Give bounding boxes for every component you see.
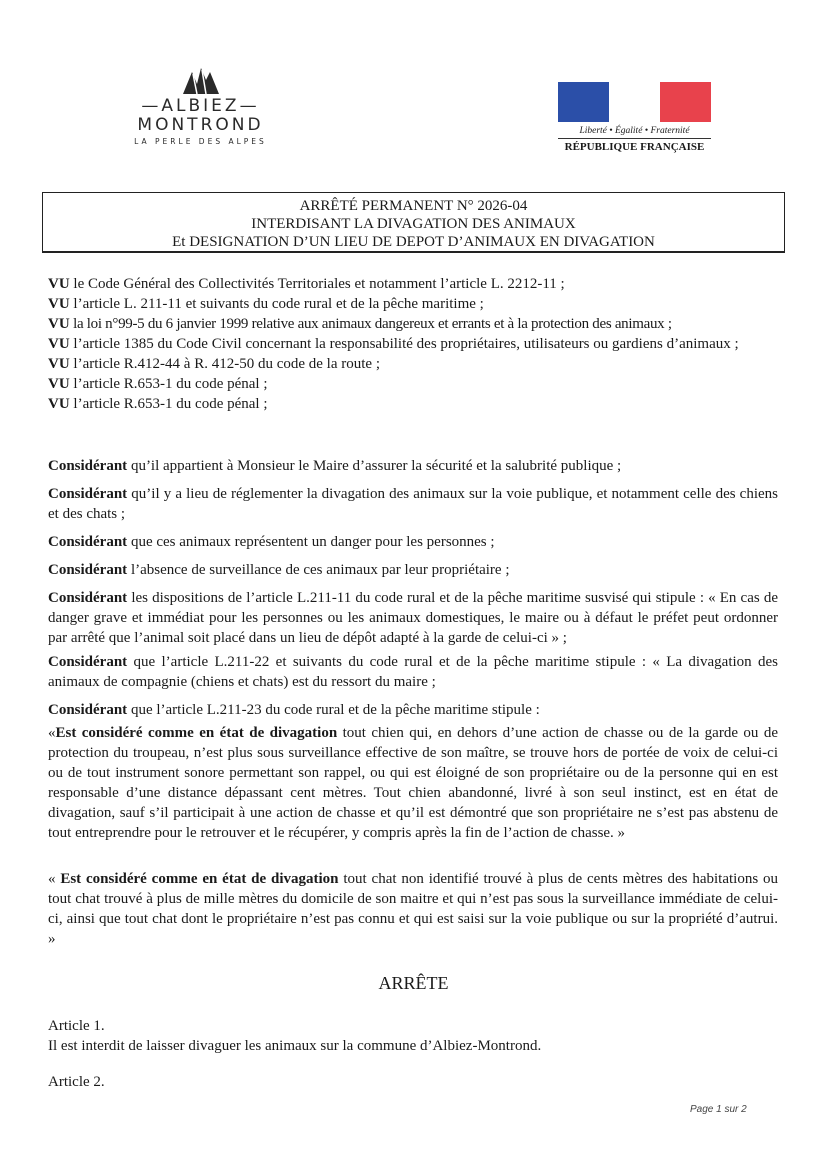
logo-line2: MONTROND xyxy=(137,115,264,135)
arrete-heading: ARRÊTE xyxy=(378,973,449,993)
quote-text: tout chien qui, en dehors d’une action de chasse ou de la garde ou de protection du troupeau, n’est plus sous surveillance effective de son maître, se trouve hors de portée de voix de celui-ci ou de tout instrument sonore permettant son rappel, ou qui est éloigné de son propriétaire ou de la personne qui en est responsable d’une distance dépassant cent mètres. Tout chien abandonné, livré à son seul instinct, est en état de divagation, sauf s’il participait à une action de chasse et qu’il est démontré que son propriétaire ne s’est pas abstenu de tout entreprendre pour le retrouver et le récupérer, y compris après la fin de l’action de chasse. » xyxy=(48,725,778,841)
vu-text: le Code Général des Collectivités Territoriales et notamment l’article L. 2212-11 ; xyxy=(69,276,565,292)
document-title xyxy=(42,192,785,253)
vu-keyword: VU xyxy=(48,356,70,372)
article-heading: Article 2. xyxy=(48,1074,105,1090)
considerant-text: qu’il appartient à Monsieur le Maire d’assurer la sécurité et la salubrité publique ; xyxy=(127,458,622,474)
article-text: Il est interdit de laisser divaguer les animaux sur la commune d’Albiez-Montrond. xyxy=(48,1038,542,1054)
considerant-text: que l’article L.211-22 et suivants du code rural et de la pêche maritime stipule : « La divagation des animaux de compagnie (chiens et chats) est du ressort du maire ; xyxy=(48,654,778,690)
quote-chien xyxy=(48,723,778,843)
vu-text: l’article R.653-1 du code pénal ; xyxy=(69,376,268,392)
considerant-text: que ces animaux représentent un danger pour les personnes ; xyxy=(127,534,495,550)
vu-text: l’article 1385 du Code Civil concernant la responsabilité des propriétaires, utilisateurs ou gardiens d’animaux ; xyxy=(69,336,739,352)
vu-keyword: VU xyxy=(48,336,70,352)
republic-motto: Liberté • Égalité • Fraternité xyxy=(558,126,711,139)
quote-bold: Est considéré comme en état de divagation xyxy=(60,871,339,887)
vu-list xyxy=(48,274,778,414)
vu-item xyxy=(48,354,778,374)
considerant-keyword: Considérant xyxy=(48,702,128,718)
vu-item xyxy=(48,334,778,354)
vu-keyword: VU xyxy=(48,396,70,412)
considerant-paragraph xyxy=(48,560,778,580)
mountain-icon xyxy=(181,68,221,94)
albiez-montrond-logo xyxy=(118,68,283,146)
vu-item xyxy=(48,274,778,294)
logo-line1: —ALBIEZ— xyxy=(141,96,260,116)
vu-text: la loi n°99-5 du 6 janvier 1999 relative aux animaux dangereux et errants et à la protection des animaux ; xyxy=(69,316,672,332)
article-2 xyxy=(48,1072,778,1092)
quote-open: « xyxy=(48,871,61,887)
title-line3: Et DESIGNATION D’UN LIEU DE DEPOT D’ANIMAUX EN DIVAGATION xyxy=(172,234,655,250)
considerant-keyword: Considérant xyxy=(48,562,128,578)
vu-keyword: VU xyxy=(48,376,70,392)
considerant-paragraph xyxy=(48,456,778,476)
vu-item xyxy=(48,394,778,414)
considerant-keyword: Considérant xyxy=(48,590,128,606)
marianne-flag-icon xyxy=(558,82,711,122)
considerant-keyword: Considérant xyxy=(48,486,128,502)
considerant-text: l’absence de surveillance de ces animaux par leur propriétaire ; xyxy=(127,562,510,578)
considerant-paragraph xyxy=(48,484,778,524)
vu-keyword: VU xyxy=(48,276,70,292)
considerant-keyword: Considérant xyxy=(48,458,128,474)
quote-chat xyxy=(48,869,778,949)
republic-name: RÉPUBLIQUE FRANÇAISE xyxy=(564,141,705,153)
quote-open: « xyxy=(48,725,56,741)
quote-text: tout chat non identifié trouvé à plus de cents mètres des habitations ou tout chat trouvé à plus de mille mètres du domicile de son maitre et qui n’est pas sous la surveillance immédiate de celui-ci, ainsi que tout chat dont le propriétaire n’est pas connu et qui est saisi sur la voie publique ou sur la propriété d’autrui. » xyxy=(48,871,778,947)
vu-keyword: VU xyxy=(48,316,70,332)
logo-tagline: LA PERLE DES ALPES xyxy=(134,137,267,146)
considerant-text: qu’il y a lieu de réglementer la divagation des animaux sur la voie publique, et notamment celle des chiens et des chats ; xyxy=(48,486,778,522)
vu-text: l’article L. 211-11 et suivants du code rural et de la pêche maritime ; xyxy=(69,296,484,312)
vu-text: l’article R.653-1 du code pénal ; xyxy=(69,396,268,412)
considerant-paragraph xyxy=(48,652,778,692)
considerant-paragraph xyxy=(48,588,778,648)
quote-bold: Est considéré comme en état de divagation xyxy=(55,725,338,741)
title-line2: INTERDISANT LA DIVAGATION DES ANIMAUX xyxy=(251,216,576,232)
considerant-keyword: Considérant xyxy=(48,654,128,670)
page-number: Page 1 sur 2 xyxy=(690,1104,747,1115)
considerant-paragraph xyxy=(48,700,778,720)
title-line1: ARRÊTÉ PERMANENT N° 2026-04 xyxy=(299,198,528,214)
article-heading: Article 1. xyxy=(48,1018,105,1034)
vu-text: l’article R.412-44 à R. 412-50 du code de la route ; xyxy=(69,356,380,372)
considerant-keyword: Considérant xyxy=(48,534,128,550)
article-1 xyxy=(48,1016,778,1056)
vu-keyword: VU xyxy=(48,296,70,312)
vu-item xyxy=(48,374,778,394)
republique-francaise-logo xyxy=(558,82,711,153)
vu-item xyxy=(48,294,778,314)
vu-item xyxy=(48,314,778,334)
considerant-text: que l’article L.211-23 du code rural et de la pêche maritime stipule : xyxy=(127,702,540,718)
considerant-paragraph xyxy=(48,532,778,552)
considerant-text: les dispositions de l’article L.211-11 du code rural et de la pêche maritime susvisé qui stipule : « En cas de danger grave et immédiat pour les personnes ou les animaux domestiques, le maire ou à défaut le préfet peut ordonner par arrêté que l’animal soit placé dans un lieu de dépôt adapté à la garde de celui-ci » ; xyxy=(48,590,778,646)
